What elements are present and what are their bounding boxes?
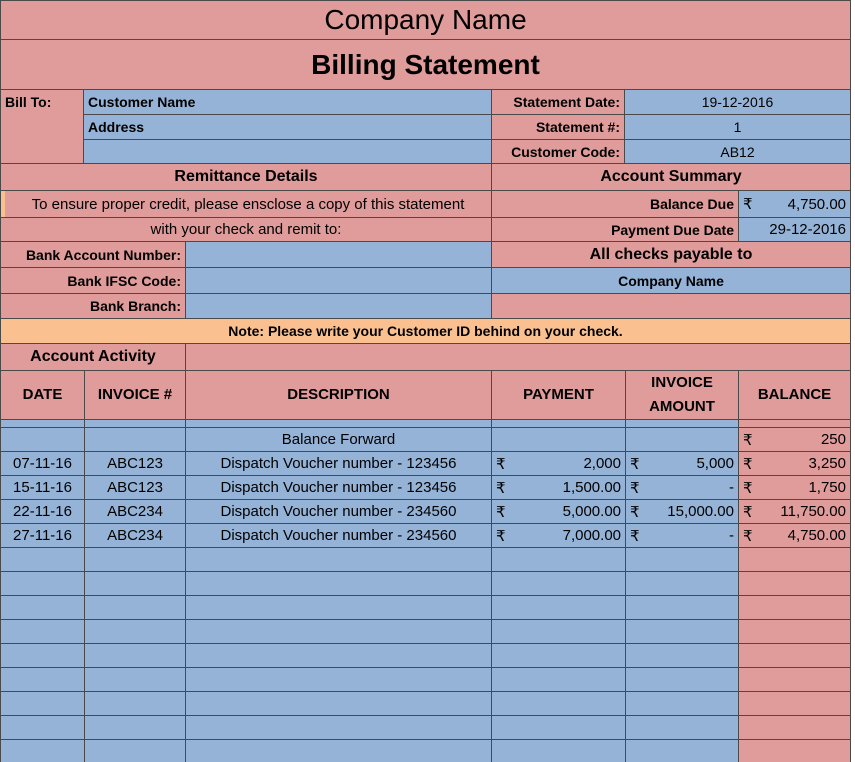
- customer-code-label-cell[interactable]: [491, 139, 625, 164]
- table-cell-empty[interactable]: [625, 547, 739, 572]
- table-cell-empty[interactable]: [625, 667, 739, 692]
- table-cell-empty[interactable]: [491, 571, 626, 596]
- title-cell[interactable]: [0, 39, 851, 90]
- table-cell-empty[interactable]: [84, 715, 186, 740]
- statement-number-cell[interactable]: [624, 114, 851, 140]
- rupee-icon: ₹: [743, 527, 753, 545]
- table-cell-empty[interactable]: [491, 715, 626, 740]
- table-cell-empty[interactable]: [185, 691, 492, 716]
- table-cell-empty[interactable]: [84, 547, 186, 572]
- bank-branch-input-cell[interactable]: [185, 293, 492, 319]
- rupee-icon: ₹: [743, 503, 753, 521]
- table-cell-empty[interactable]: [0, 739, 85, 762]
- checks-payable-value-cell[interactable]: [491, 267, 851, 294]
- balance-due-label: Balance Due: [649, 196, 734, 212]
- table-cell-empty[interactable]: [84, 571, 186, 596]
- table-cell-empty[interactable]: [625, 595, 739, 620]
- table-cell-empty[interactable]: [185, 619, 492, 644]
- rupee-icon: ₹: [496, 503, 506, 521]
- table-cell-empty[interactable]: [625, 691, 739, 716]
- table-cell-empty[interactable]: [738, 595, 851, 620]
- statement-number-label-cell[interactable]: [491, 114, 625, 140]
- table-row-1-invoice_amount[interactable]: [625, 451, 739, 476]
- table-row-3-date[interactable]: [0, 499, 85, 524]
- column-header-description[interactable]: DESCRIPTION: [185, 370, 492, 420]
- table-cell-empty[interactable]: [0, 571, 85, 596]
- table-cell-empty[interactable]: [738, 739, 851, 762]
- company-name: Company Name: [324, 4, 527, 35]
- row-invoice_amount: 15,000.00: [667, 503, 734, 520]
- statement-date-value: 19-12-2016: [701, 94, 774, 110]
- rupee-icon: ₹: [743, 479, 753, 497]
- table-row-1-invoice[interactable]: [84, 451, 186, 476]
- column-header-payment[interactable]: PAYMENT: [491, 370, 626, 420]
- table-cell-empty[interactable]: [84, 643, 186, 668]
- column-header-invoice-amount[interactable]: INVOICE AMOUNT: [625, 370, 739, 420]
- table-cell-empty[interactable]: [185, 595, 492, 620]
- row-payment: 1,500.00: [562, 479, 621, 496]
- bank-account-label-cell[interactable]: [0, 241, 186, 268]
- balance-due-label-cell[interactable]: [491, 190, 739, 218]
- table-cell-empty[interactable]: [625, 739, 739, 762]
- bank-ifsc-input-cell[interactable]: [185, 267, 492, 294]
- checks-payable-label: All checks payable to: [589, 245, 753, 263]
- balance-forward-cell[interactable]: [0, 427, 85, 452]
- customer-code-value: AB12: [720, 143, 755, 160]
- checks-payable-value: Company Name: [618, 272, 724, 289]
- table-row-2-description[interactable]: [185, 475, 492, 500]
- row-description: Dispatch Voucher number - 123456: [220, 479, 457, 496]
- column-header-balance[interactable]: BALANCE: [738, 370, 851, 420]
- table-row-2-invoice_amount[interactable]: [625, 475, 739, 500]
- row-invoice_amount: -: [729, 479, 734, 496]
- payment-due-label-cell[interactable]: [491, 217, 739, 242]
- statement-date-label: Statement Date:: [513, 94, 620, 110]
- table-row-4-balance[interactable]: [738, 523, 851, 548]
- page-title: Billing Statement: [311, 48, 540, 80]
- account-summary-title: Account Summary: [600, 168, 742, 185]
- statement-date-label-cell[interactable]: [491, 89, 625, 115]
- bank-branch-label-cell[interactable]: [0, 293, 186, 319]
- rupee-icon: ₹: [496, 455, 506, 473]
- table-cell-empty[interactable]: [625, 619, 739, 644]
- table-row-4-date[interactable]: [0, 523, 85, 548]
- balance-forward-cell[interactable]: [738, 427, 851, 452]
- row-description: Dispatch Voucher number - 123456: [220, 455, 457, 472]
- row-description: Dispatch Voucher number - 234560: [220, 527, 457, 544]
- statement-date-cell[interactable]: [624, 89, 851, 115]
- table-cell-empty[interactable]: [185, 547, 492, 572]
- checks-payable-label-cell[interactable]: [491, 241, 851, 268]
- table-cell-empty[interactable]: [738, 691, 851, 716]
- rupee-icon: ₹: [496, 527, 506, 545]
- rupee-icon: ₹: [496, 479, 506, 497]
- remittance-line2-cell[interactable]: [0, 217, 492, 242]
- row-date: 15-11-16: [13, 479, 72, 496]
- table-row-3-balance[interactable]: [738, 499, 851, 524]
- row-payment: 2,000: [583, 455, 621, 472]
- bank-account-input-cell[interactable]: [185, 241, 492, 268]
- address-line2-cell[interactable]: [83, 139, 492, 164]
- balance-forward-value: 250: [820, 431, 846, 448]
- table-cell-empty[interactable]: [185, 667, 492, 692]
- balance-forward-cell[interactable]: [84, 427, 186, 452]
- company-name-cell[interactable]: [0, 0, 851, 40]
- statement-number-label: Statement #:: [535, 119, 620, 135]
- table-row-4-payment[interactable]: [491, 523, 626, 548]
- checks-payable-blank-cell[interactable]: [491, 293, 851, 319]
- address: Address: [88, 119, 145, 135]
- bank-ifsc-label: Bank IFSC Code:: [67, 272, 181, 289]
- table-row-3-invoice[interactable]: [84, 499, 186, 524]
- table-row-2-invoice[interactable]: [84, 475, 186, 500]
- table-cell-empty[interactable]: [738, 715, 851, 740]
- table-cell-empty[interactable]: [84, 739, 186, 762]
- table-cell-empty[interactable]: [0, 643, 85, 668]
- row-date: 27-11-16: [13, 527, 72, 544]
- table-cell-empty[interactable]: [0, 547, 85, 572]
- bill-to-label: Bill To:: [5, 94, 52, 110]
- table-cell-empty[interactable]: [0, 619, 85, 644]
- table-cell-empty[interactable]: [491, 619, 626, 644]
- table-row-3-invoice_amount[interactable]: [625, 499, 739, 524]
- row-invoice: ABC234: [107, 527, 163, 544]
- table-cell-empty[interactable]: [185, 571, 492, 596]
- table-cell-empty[interactable]: [738, 667, 851, 692]
- balance-due-value: 4,750.00: [787, 195, 846, 213]
- table-cell-empty[interactable]: [738, 571, 851, 596]
- remittance-line1-cell[interactable]: [5, 190, 492, 218]
- table-cell-empty[interactable]: [0, 715, 85, 740]
- table-row-4-description[interactable]: [185, 523, 492, 548]
- column-header-invoice[interactable]: INVOICE #: [84, 370, 186, 420]
- customer-code-cell[interactable]: [624, 139, 851, 164]
- table-cell-empty[interactable]: [0, 691, 85, 716]
- row-description: Dispatch Voucher number - 234560: [220, 503, 457, 520]
- customer-name: Customer Name: [88, 94, 196, 110]
- table-cell-empty[interactable]: [491, 595, 626, 620]
- balance-forward-cell[interactable]: [491, 427, 626, 452]
- balance-forward-cell[interactable]: [185, 427, 492, 452]
- table-cell-empty[interactable]: [491, 643, 626, 668]
- table-row-1-description[interactable]: [185, 451, 492, 476]
- column-header-date[interactable]: DATE: [0, 370, 85, 420]
- table-row-4-invoice_amount[interactable]: [625, 523, 739, 548]
- row-invoice: ABC123: [107, 455, 163, 472]
- rupee-icon: ₹: [743, 455, 753, 473]
- customer-name-cell[interactable]: [83, 89, 492, 115]
- bill-to-label-cell[interactable]: [0, 89, 84, 164]
- bank-ifsc-label-cell[interactable]: [0, 267, 186, 294]
- table-cell-empty[interactable]: [738, 643, 851, 668]
- statement-number-value: 1: [733, 119, 742, 135]
- rupee-icon: ₹: [630, 479, 640, 497]
- remittance-line2: with your check and remit to:: [150, 221, 342, 238]
- account-summary-title-cell[interactable]: [491, 163, 851, 191]
- table-cell-empty[interactable]: [185, 715, 492, 740]
- payment-due-cell[interactable]: [738, 217, 851, 242]
- table-cell-empty[interactable]: [491, 691, 626, 716]
- table-cell-empty[interactable]: [0, 595, 85, 620]
- table-cell-empty[interactable]: [491, 667, 626, 692]
- remittance-title: Remittance Details: [174, 168, 318, 185]
- row-date: 22-11-16: [13, 503, 72, 520]
- note-text: Note: Please write your Customer ID behind on your check.: [228, 323, 623, 339]
- row-invoice: ABC123: [107, 479, 163, 496]
- table-cell-empty[interactable]: [625, 715, 739, 740]
- table-cell-empty[interactable]: [738, 547, 851, 572]
- table-cell-empty[interactable]: [84, 691, 186, 716]
- table-cell-empty[interactable]: [84, 595, 186, 620]
- balance-forward-label: Balance Forward: [281, 431, 396, 448]
- bank-account-label: Bank Account Number:: [25, 246, 181, 263]
- row-date: 07-11-16: [13, 455, 72, 472]
- rupee-icon: ₹: [743, 431, 753, 449]
- row-invoice: ABC234: [107, 503, 163, 520]
- activity-title-blank-cell[interactable]: [185, 343, 851, 371]
- row-invoice_amount: 5,000: [696, 455, 734, 472]
- table-row-1-date[interactable]: [0, 451, 85, 476]
- customer-code-label: Customer Code:: [511, 143, 620, 160]
- table-row-1-payment[interactable]: [491, 451, 626, 476]
- table-row-1-balance[interactable]: [738, 451, 851, 476]
- table-row-2-balance[interactable]: [738, 475, 851, 500]
- table-row-2-date[interactable]: [0, 475, 85, 500]
- row-balance: 11,750.00: [780, 503, 846, 520]
- row-invoice_amount: -: [729, 527, 734, 544]
- table-cell-empty[interactable]: [185, 643, 492, 668]
- row-payment: 5,000.00: [562, 503, 621, 520]
- row-payment: 7,000.00: [562, 527, 621, 544]
- table-cell-empty[interactable]: [0, 667, 85, 692]
- table-row-2-payment[interactable]: [491, 475, 626, 500]
- address-cell[interactable]: [83, 114, 492, 140]
- payment-due-label: Payment Due Date: [611, 221, 734, 238]
- table-cell-empty[interactable]: [84, 667, 186, 692]
- balance-due-cell[interactable]: [738, 190, 851, 218]
- table-cell-empty[interactable]: [491, 547, 626, 572]
- balance-forward-cell[interactable]: [625, 427, 739, 452]
- rupee-icon: ₹: [630, 455, 640, 473]
- table-cell-empty[interactable]: [84, 619, 186, 644]
- row-balance: 4,750.00: [787, 527, 846, 544]
- table-row-3-payment[interactable]: [491, 499, 626, 524]
- table-cell-empty[interactable]: [738, 619, 851, 644]
- activity-title-cell[interactable]: [0, 343, 186, 371]
- note-cell[interactable]: [0, 318, 851, 344]
- payment-due-value: 29-12-2016: [769, 221, 846, 238]
- activity-title: Account Activity: [30, 348, 156, 365]
- rupee-icon: ₹: [743, 196, 753, 213]
- table-cell-empty[interactable]: [625, 643, 739, 668]
- table-cell-empty[interactable]: [491, 739, 626, 762]
- bank-branch-label: Bank Branch:: [89, 298, 181, 314]
- row-balance: 1,750: [808, 479, 846, 496]
- row-balance: 3,250: [808, 455, 846, 472]
- table-row-4-invoice[interactable]: [84, 523, 186, 548]
- remittance-line1: To ensure proper credit, please ensclose a copy of this statement: [31, 195, 465, 213]
- table-cell-empty[interactable]: [185, 739, 492, 762]
- rupee-icon: ₹: [630, 503, 640, 521]
- rupee-icon: ₹: [630, 527, 640, 545]
- remittance-title-cell[interactable]: [0, 163, 492, 191]
- table-row-3-description[interactable]: [185, 499, 492, 524]
- table-cell-empty[interactable]: [625, 571, 739, 596]
